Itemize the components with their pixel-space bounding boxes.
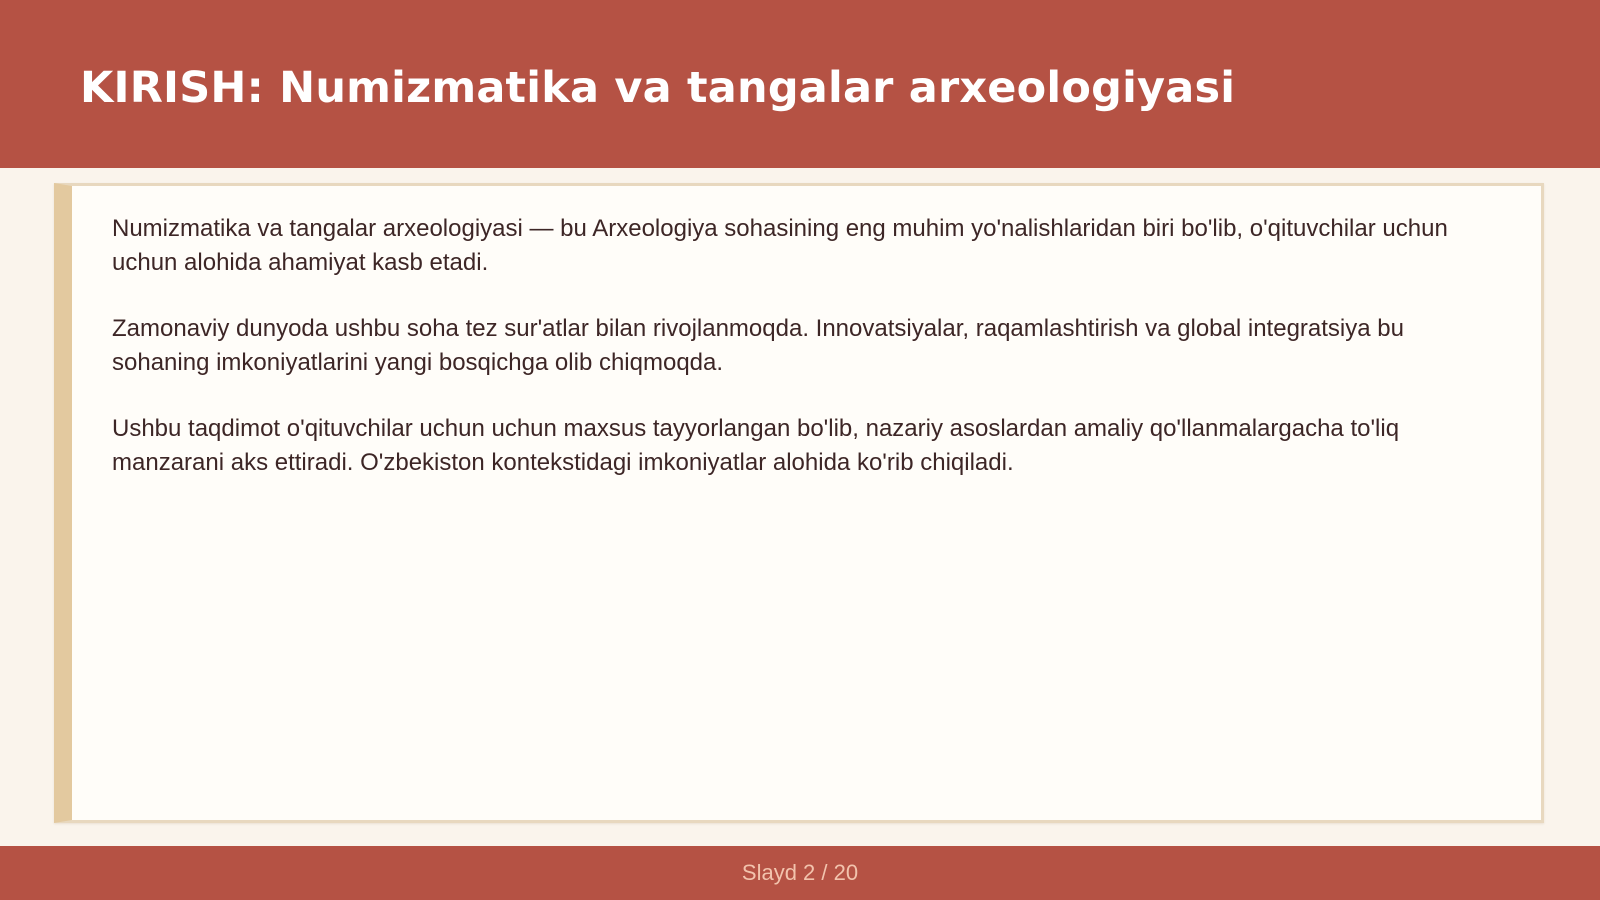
presentation-purpose-paragraph: Ushbu taqdimot o'qituvchilar uchun uchun maxsus tayyorlangan bo'lib, nazariy asoslardan amaliy qo'llanmalargacha to'liq manzarani aks ettiradi. O'zbekiston kontekstidagi imkoniyatlar alohida ko'rib chiqiladi.	[112, 415, 1400, 476]
development-paragraph: Zamonaviy dunyoda ushbu soha tez sur'atlar bilan rivojlanmoqda. Innovatsiyalar, raqamlashtirish va global integratsiya bu sohaning imkoniyatlarini yangi bosqichga olib chiqmoqda.	[112, 315, 1404, 376]
slide-title: KIRISH: Numizmatika va tangalar arxeologiyasi	[80, 63, 1236, 113]
intro-paragraph: Numizmatika va tangalar arxeologiyasi — bu Arxeologiya sohasining eng muhim yo'nalishlaridan biri bo'lib, o'qituvchilar uchun uchun alohida ahamiyat kasb etadi.	[112, 215, 1448, 276]
slide-footer	[0, 846, 1600, 900]
content-text	[112, 212, 1502, 512]
slide-header	[0, 0, 1600, 168]
content-card	[54, 183, 1544, 823]
slide-number: Slayd 2 / 20	[741, 860, 859, 885]
